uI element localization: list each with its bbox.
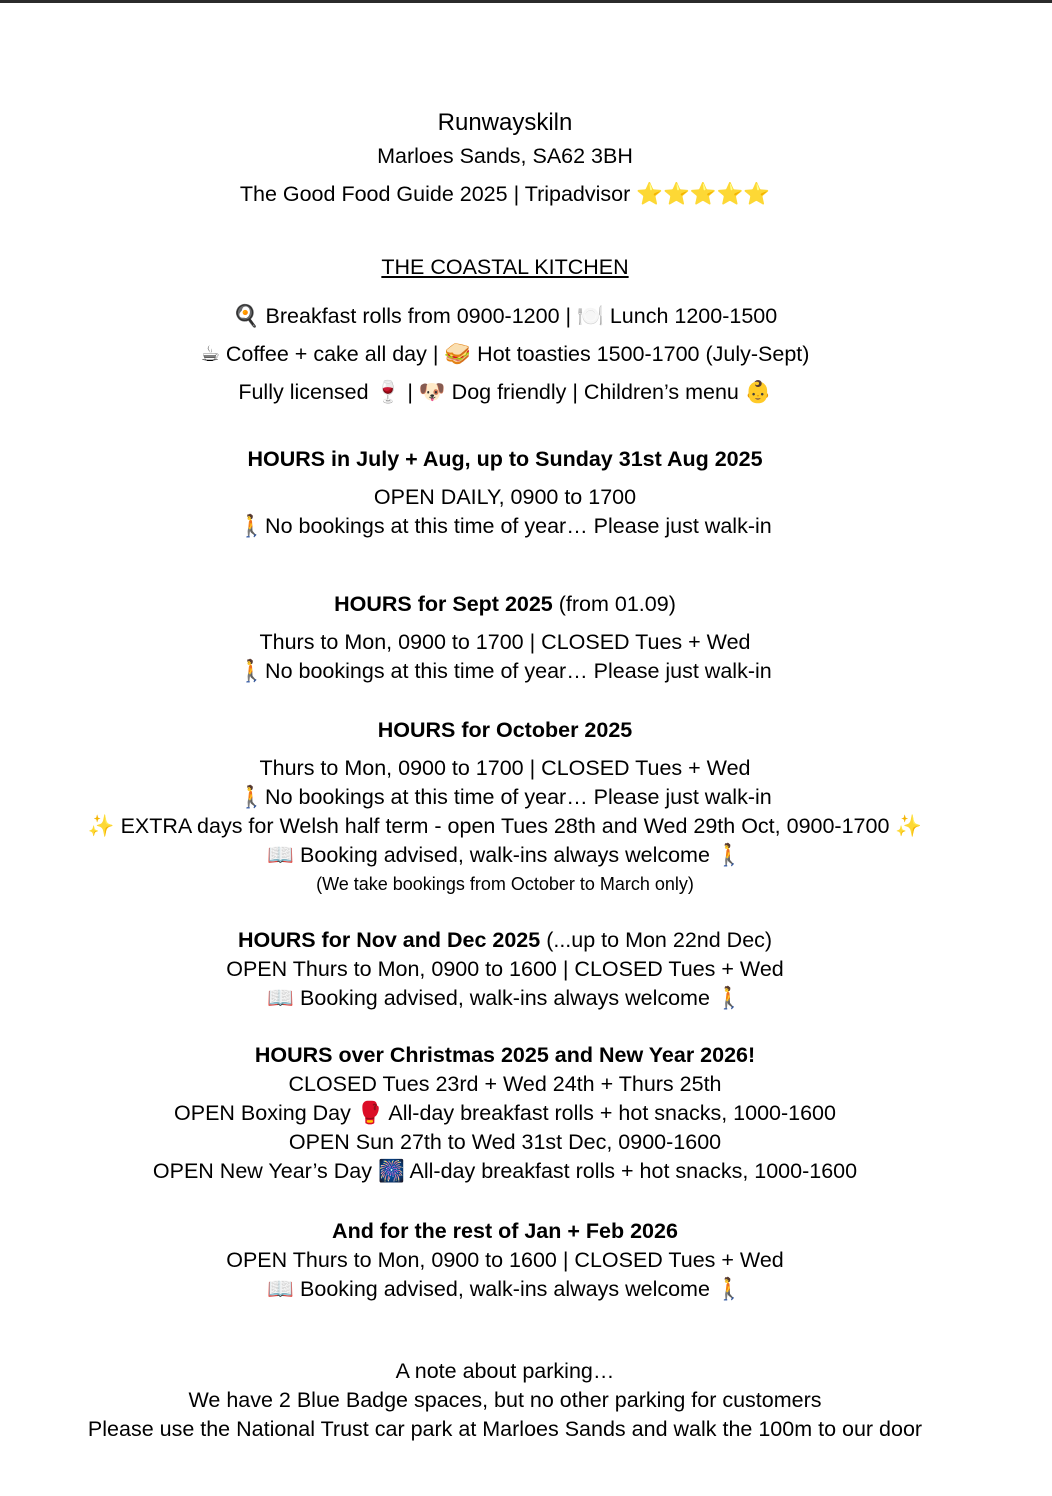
sparkles-icon: ✨ — [895, 814, 923, 838]
wine-glass-icon: 🍷 — [374, 380, 402, 404]
christmas-sun-text: OPEN Sun 27th to Wed 31st Dec, 0900-1600 — [288, 1130, 722, 1154]
sept-hours-heading: HOURS for Sept 2025 — [334, 592, 553, 616]
dog-children-text: Dog friendly | Children’s menu — [451, 380, 739, 404]
sept-hours-heading-line — [0, 591, 1010, 617]
toasties-text: Hot toasties 1500-1700 (July-Sept) — [477, 342, 810, 366]
firework-icon: 🎆 — [377, 1159, 405, 1183]
october-note-line — [0, 784, 1010, 810]
october-booking-line — [0, 842, 1010, 868]
sandwich-icon: 🥪 — [444, 342, 472, 366]
october-extra-text: EXTRA days for Welsh half term - open Tues 28th and Wed 29th Oct, 0900-1700 — [114, 814, 896, 838]
boxing-day-line — [0, 1100, 1010, 1126]
new-years-day-line — [0, 1158, 1010, 1184]
october-booking-text: Booking advised, walk-ins always welcome — [294, 843, 716, 867]
dog-icon: 🐶 — [418, 380, 446, 404]
kitchen-heading: THE COASTAL KITCHEN — [381, 255, 629, 279]
baby-icon: 👶 — [744, 380, 772, 404]
sparkles-icon: ✨ — [87, 814, 115, 838]
october-note-text: No bookings at this time of year… Please just walk-in — [265, 785, 772, 809]
walking-person-icon: 🚶 — [238, 785, 266, 809]
summer-note-text: No bookings at this time of year… Please just walk-in — [265, 514, 772, 538]
novdec-hours-heading: HOURS for Nov and Dec 2025 — [237, 928, 541, 952]
christmas-hours-heading: HOURS over Christmas 2025 and New Year 2026! — [254, 1043, 756, 1067]
coffee-icon: ☕ — [200, 342, 220, 366]
open-book-icon: 📖 — [267, 843, 295, 867]
star-rating-icon: ⭐⭐⭐⭐⭐ — [636, 182, 771, 206]
christmas-closed-text: CLOSED Tues 23rd + Wed 24th + Thurs 25th — [288, 1072, 722, 1096]
breakfast-text: Breakfast rolls from 0900-1200 | — [265, 304, 572, 328]
october-open-text: Thurs to Mon, 0900 to 1700 | CLOSED Tues + Wed — [259, 756, 751, 780]
october-extra-line — [0, 813, 1010, 839]
walking-person-icon: 🚶 — [715, 986, 743, 1010]
separator: | — [407, 380, 413, 404]
parking-heading: A note about parking… — [395, 1359, 615, 1383]
frying-pan-icon: 🍳 — [232, 304, 260, 328]
janfeb-open-text: OPEN Thurs to Mon, 0900 to 1600 | CLOSED Tues + Wed — [226, 1248, 784, 1272]
october-hours-heading: HOURS for October 2025 — [377, 718, 633, 742]
new-years-day-detail: All-day breakfast rolls + hot snacks, 1000-1600 — [404, 1159, 858, 1183]
bookings-window-note: (We take bookings from October to March only) — [316, 874, 694, 894]
kitchen-coffee-line — [0, 341, 1010, 367]
walking-person-icon: 🚶 — [238, 514, 266, 538]
summer-hours-heading: HOURS in July + Aug, up to Sunday 31st Aug 2025 — [247, 447, 763, 471]
top-border — [0, 0, 1052, 3]
business-name: Runwayskiln — [437, 109, 573, 136]
lunch-text: Lunch 1200-1500 — [609, 304, 778, 328]
coffee-text: Coffee + cake all day | — [225, 342, 439, 366]
address: Marloes Sands, SA62 3BH — [377, 144, 633, 168]
walking-person-icon: 🚶 — [715, 843, 743, 867]
accolades-text: The Good Food Guide 2025 | Tripadvisor — [239, 182, 631, 206]
parking-line-1: We have 2 Blue Badge spaces, but no other parking for customers — [188, 1388, 822, 1412]
kitchen-meals-line — [0, 303, 1010, 329]
walking-person-icon: 🚶 — [238, 659, 266, 683]
open-book-icon: 📖 — [267, 986, 295, 1010]
novdec-hours-heading-line — [0, 927, 1010, 953]
summer-open-text: OPEN DAILY, 0900 to 1700 — [373, 485, 637, 509]
janfeb-booking-line — [0, 1276, 1010, 1302]
janfeb-booking-text: Booking advised, walk-ins always welcome — [294, 1277, 716, 1301]
boxing-day-detail: All-day breakfast rolls + hot snacks, 1000-1600 — [383, 1101, 836, 1125]
novdec-open-text: OPEN Thurs to Mon, 0900 to 1600 | CLOSED Tues + Wed — [226, 957, 784, 981]
sept-open-text: Thurs to Mon, 0900 to 1700 | CLOSED Tues + Wed — [259, 630, 751, 654]
plate-cutlery-icon: 🍽️ — [577, 304, 604, 328]
boxing-day-text: OPEN Boxing Day — [174, 1101, 357, 1125]
sept-note-line — [0, 658, 1010, 684]
licensed-text: Fully licensed — [238, 380, 369, 404]
open-book-icon: 📖 — [267, 1277, 295, 1301]
new-years-day-text: OPEN New Year’s Day — [152, 1159, 378, 1183]
sept-note-text: No bookings at this time of year… Please just walk-in — [265, 659, 772, 683]
walking-person-icon: 🚶 — [715, 1277, 743, 1301]
janfeb-hours-heading: And for the rest of Jan + Feb 2026 — [332, 1219, 678, 1243]
novdec-booking-text: Booking advised, walk-ins always welcome — [294, 986, 716, 1010]
novdec-heading-extra: (...up to Mon 22nd Dec) — [540, 928, 773, 952]
boxing-glove-icon: 🥊 — [356, 1101, 384, 1125]
sept-heading-extra: (from 01.09) — [552, 592, 676, 616]
accolades-line — [0, 181, 1010, 207]
parking-line-2: Please use the National Trust car park at Marloes Sands and walk the 100m to our door — [87, 1417, 923, 1441]
summer-note-line — [0, 513, 1010, 539]
novdec-booking-line — [0, 985, 1010, 1011]
kitchen-extras-line — [0, 379, 1010, 405]
